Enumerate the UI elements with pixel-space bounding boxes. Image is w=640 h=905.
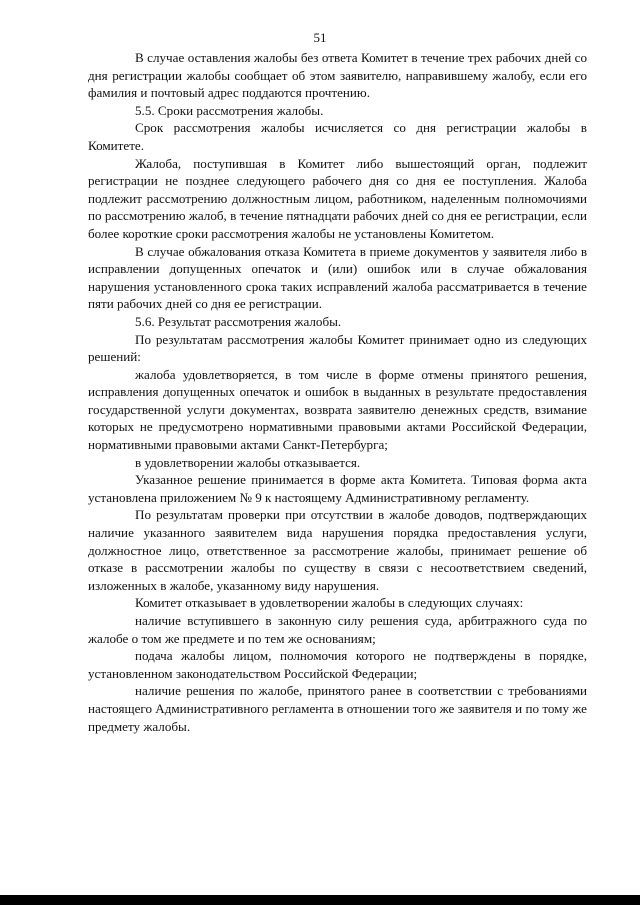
paragraph: В случае оставления жалобы без ответа Комитет в течение трех рабочих дней со дня регистрации жалобы сообщает об этом заявителю, направившему жалобу, если его фамилия и почтовый адрес поддаются прочтению. [88, 50, 587, 101]
section-heading: 5.6. Результат рассмотрения жалобы. [135, 313, 342, 329]
list-item: в удовлетворении жалобы отказывается. [135, 454, 361, 470]
section-heading: 5.5. Сроки рассмотрения жалобы. [135, 102, 324, 118]
list-item: наличие вступившего в законную силу решения суда, арбитражного суда по жалобе о том же предмете и по тем же основаниям; [88, 613, 587, 646]
list-item: наличие решения по жалобе, принятого ранее в соответствии с требованиями настоящего Административного регламента в отношении того же заявителя и по тому же предмету жалобы. [88, 683, 587, 734]
paragraph: По результатам проверки при отсутствии в жалобе доводов, подтверждающих наличие указанного заявителем вида нарушения порядка предоставления услуги, должностное лицо, ответственное за рассмотрение жалобы, принимает решение об отказе в рассмотрении жалобы по существу в связи с несоответствием сведений, изложенных в жалобе, указанному виду нарушения. [88, 507, 587, 593]
paragraph: Указанное решение принимается в форме акта Комитета. Типовая форма акта установлена приложением № 9 к настоящему Административному регламенту. [88, 472, 587, 505]
list-item: подача жалобы лицом, полномочия которого не подтверждены в порядке, установленном законодательством Российской Федерации; [88, 648, 587, 681]
document-body [88, 49, 587, 735]
scan-edge-bar [0, 895, 640, 905]
page-number: 51 [313, 30, 327, 45]
paragraph: Срок рассмотрения жалобы исчисляется со дня регистрации жалобы в Комитете. [88, 120, 587, 153]
paragraph: По результатам рассмотрения жалобы Комитет принимает одно из следующих решений: [88, 331, 587, 365]
list-item: жалоба удовлетворяется, в том числе в форме отмены принятого решения, исправления допущенных опечаток и ошибок в выданных в результате предоставления государственной услуги документах, возврата заявителю денежных средств, взимание которых не предусмотрено нормативными правовыми актами Российской Федерации, нормативными правовыми актами Санкт-Петербурга; [88, 366, 587, 453]
paragraph: Комитет отказывает в удовлетворении жалобы в следующих случаях: [135, 595, 524, 611]
paragraph: Жалоба, поступившая в Комитет либо вышестоящий орган, подлежит регистрации не позднее следующего рабочего дня со дня ее поступления. Жалоба подлежит рассмотрению должностным лицом, работником, наделенным полномочиями по рассмотрению жалоб, в течение пятнадцати рабочих дней со дня ее регистрации, если более короткие сроки рассмотрения жалобы не установлены Комитетом. [88, 155, 587, 241]
paragraph: В случае обжалования отказа Комитета в приеме документов у заявителя либо в исправлении допущенных опечаток и (или) ошибок или в случае обжалования нарушения установленного срока таких исправлений жалоба рассматривается в течение пяти рабочих дней со дня ее регистрации. [88, 243, 587, 312]
